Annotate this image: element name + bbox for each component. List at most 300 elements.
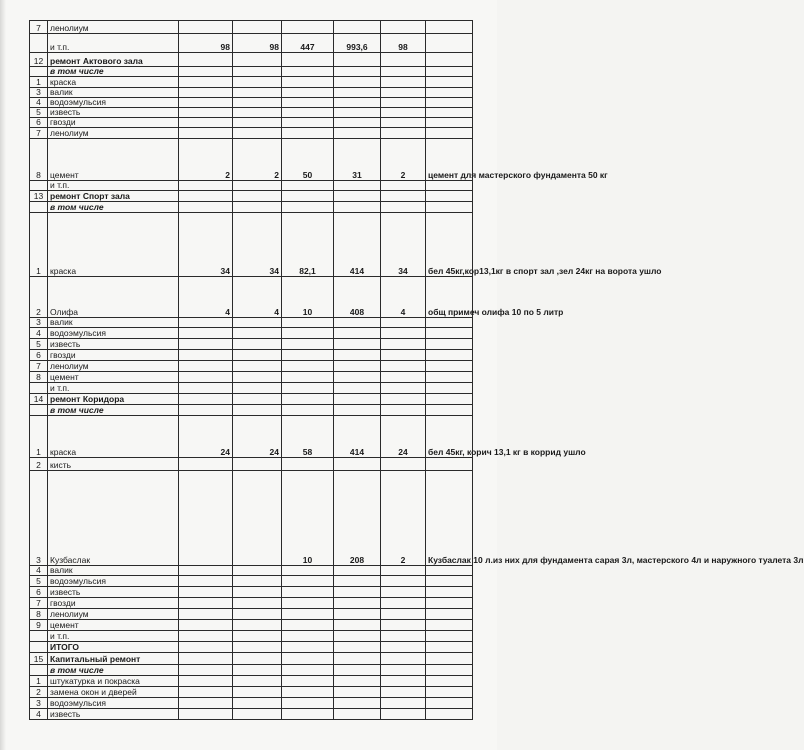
value-5-cell <box>381 77 426 88</box>
value-5-cell <box>381 698 426 709</box>
value-5-cell <box>381 350 426 361</box>
value-5-cell <box>381 394 426 405</box>
item-name-cell: известь <box>48 108 179 118</box>
table-row <box>30 77 473 88</box>
value-4-cell <box>334 350 381 361</box>
item-name-cell: гвозди <box>48 598 179 609</box>
row-number-cell: 3 <box>30 88 48 98</box>
value-5-cell <box>381 339 426 350</box>
value-5-cell <box>381 128 426 139</box>
value-2-cell <box>233 631 282 642</box>
item-name-cell: валик <box>48 318 179 328</box>
row-number-cell <box>30 631 48 642</box>
item-name-cell: кисть <box>48 458 179 471</box>
value-4-cell <box>334 77 381 88</box>
value-3-cell <box>282 698 334 709</box>
item-name-cell: известь <box>48 709 179 720</box>
value-5-cell <box>381 587 426 598</box>
value-4-cell <box>334 191 381 202</box>
value-4-cell <box>334 328 381 339</box>
item-name-cell: ленолиум <box>48 21 179 34</box>
value-2-cell <box>233 128 282 139</box>
item-name-cell: в том числе <box>48 405 179 416</box>
value-1-cell <box>179 318 233 328</box>
value-4-cell <box>334 108 381 118</box>
value-3-cell <box>282 128 334 139</box>
value-3-cell <box>282 566 334 576</box>
row-number-cell: 8 <box>30 139 48 181</box>
note-cell <box>426 642 473 653</box>
row-number-cell <box>30 383 48 394</box>
value-3-cell <box>282 21 334 34</box>
value-3-cell <box>282 642 334 653</box>
row-number-cell: 4 <box>30 98 48 108</box>
table-row <box>30 566 473 576</box>
note-cell <box>426 587 473 598</box>
value-5-cell: 2 <box>381 471 426 566</box>
note-cell <box>426 118 473 128</box>
value-1-cell <box>179 339 233 350</box>
row-number-cell: 5 <box>30 108 48 118</box>
item-name-cell: и т.п. <box>48 631 179 642</box>
value-3-cell <box>282 709 334 720</box>
table-row <box>30 471 473 566</box>
value-1-cell <box>179 709 233 720</box>
value-1-cell <box>179 642 233 653</box>
value-3-cell <box>282 361 334 372</box>
table-row <box>30 416 473 458</box>
value-2-cell <box>233 676 282 687</box>
value-1-cell <box>179 687 233 698</box>
item-name-cell: ленолиум <box>48 361 179 372</box>
value-4-cell: 408 <box>334 277 381 318</box>
table-row <box>30 372 473 383</box>
row-number-cell: 1 <box>30 213 48 277</box>
value-1-cell <box>179 191 233 202</box>
value-3-cell <box>282 202 334 213</box>
value-1-cell: 2 <box>179 139 233 181</box>
note-cell <box>426 598 473 609</box>
value-1-cell <box>179 350 233 361</box>
value-1-cell <box>179 88 233 98</box>
value-3-cell <box>282 108 334 118</box>
value-3-cell <box>282 598 334 609</box>
item-name-cell: цемент <box>48 139 179 181</box>
value-1-cell <box>179 98 233 108</box>
table-row <box>30 108 473 118</box>
value-5-cell <box>381 458 426 471</box>
value-2-cell <box>233 77 282 88</box>
note-cell <box>426 361 473 372</box>
table-row <box>30 405 473 416</box>
row-number-cell: 1 <box>30 416 48 458</box>
value-3-cell: 50 <box>282 139 334 181</box>
item-name-cell: валик <box>48 88 179 98</box>
value-1-cell <box>179 77 233 88</box>
value-1-cell <box>179 631 233 642</box>
value-3-cell <box>282 609 334 620</box>
note-cell <box>426 576 473 587</box>
value-4-cell <box>334 118 381 128</box>
row-number-cell: 7 <box>30 128 48 139</box>
value-5-cell: 34 <box>381 213 426 277</box>
row-number-cell: 8 <box>30 372 48 383</box>
item-name-cell: ленолиум <box>48 128 179 139</box>
note-cell <box>426 620 473 631</box>
table-row <box>30 191 473 202</box>
value-2-cell: 24 <box>233 416 282 458</box>
value-2-cell <box>233 53 282 67</box>
note-cell <box>426 687 473 698</box>
value-1-cell <box>179 471 233 566</box>
value-1-cell <box>179 21 233 34</box>
value-5-cell <box>381 653 426 665</box>
row-number-cell <box>30 405 48 416</box>
table-row <box>30 213 473 277</box>
note-cell <box>426 328 473 339</box>
note-cell <box>426 191 473 202</box>
row-number-cell <box>30 67 48 77</box>
value-4-cell <box>334 21 381 34</box>
value-2-cell <box>233 665 282 676</box>
row-number-cell <box>30 181 48 191</box>
row-number-cell: 12 <box>30 53 48 67</box>
note-cell <box>426 566 473 576</box>
table-row <box>30 587 473 598</box>
value-3-cell <box>282 405 334 416</box>
note-cell <box>426 77 473 88</box>
table-row <box>30 653 473 665</box>
value-1-cell <box>179 328 233 339</box>
table-row <box>30 128 473 139</box>
note-cell: бел 45кг, корич 13,1 кг в коррид ушло <box>426 416 473 458</box>
value-5-cell <box>381 21 426 34</box>
value-1-cell <box>179 458 233 471</box>
item-name-cell: гвозди <box>48 118 179 128</box>
value-4-cell <box>334 361 381 372</box>
value-3-cell <box>282 118 334 128</box>
item-name-cell: краска <box>48 213 179 277</box>
table-row <box>30 339 473 350</box>
value-4-cell <box>334 372 381 383</box>
value-3-cell <box>282 631 334 642</box>
table-row <box>30 665 473 676</box>
row-number-cell: 2 <box>30 458 48 471</box>
row-number-cell: 13 <box>30 191 48 202</box>
table-row <box>30 576 473 587</box>
value-1-cell <box>179 181 233 191</box>
row-number-cell: 3 <box>30 318 48 328</box>
item-name-cell: краска <box>48 416 179 458</box>
value-3-cell <box>282 620 334 631</box>
value-4-cell <box>334 67 381 77</box>
row-number-cell: 3 <box>30 698 48 709</box>
value-5-cell: 2 <box>381 139 426 181</box>
table-row <box>30 361 473 372</box>
value-4-cell <box>334 698 381 709</box>
item-name-cell: ленолиум <box>48 609 179 620</box>
value-3-cell: 447 <box>282 34 334 53</box>
value-3-cell <box>282 687 334 698</box>
row-number-cell: 2 <box>30 687 48 698</box>
note-cell <box>426 350 473 361</box>
value-2-cell <box>233 709 282 720</box>
table-row <box>30 609 473 620</box>
value-4-cell <box>334 566 381 576</box>
value-3-cell: 82,1 <box>282 213 334 277</box>
value-5-cell <box>381 53 426 67</box>
row-number-cell: 7 <box>30 361 48 372</box>
value-5-cell <box>381 88 426 98</box>
value-3-cell <box>282 350 334 361</box>
value-2-cell <box>233 471 282 566</box>
item-name-cell: в том числе <box>48 67 179 77</box>
note-cell <box>426 181 473 191</box>
value-5-cell <box>381 328 426 339</box>
value-3-cell <box>282 67 334 77</box>
table-row <box>30 181 473 191</box>
value-4-cell <box>334 620 381 631</box>
value-2-cell <box>233 609 282 620</box>
item-name-cell: ремонт Коридора <box>48 394 179 405</box>
table-row <box>30 631 473 642</box>
value-4-cell <box>334 128 381 139</box>
item-name-cell: водоэмульсия <box>48 328 179 339</box>
note-cell <box>426 698 473 709</box>
item-name-cell: водоэмульсия <box>48 98 179 108</box>
value-4-cell <box>334 587 381 598</box>
row-number-cell: 1 <box>30 77 48 88</box>
value-4-cell <box>334 458 381 471</box>
table-row <box>30 350 473 361</box>
value-5-cell <box>381 405 426 416</box>
row-number-cell: 2 <box>30 277 48 318</box>
row-number-cell: 7 <box>30 598 48 609</box>
value-3-cell <box>282 394 334 405</box>
table-row <box>30 88 473 98</box>
item-name-cell: в том числе <box>48 665 179 676</box>
item-name-cell: валик <box>48 566 179 576</box>
table-row <box>30 676 473 687</box>
value-2-cell <box>233 108 282 118</box>
value-3-cell <box>282 53 334 67</box>
table-row <box>30 709 473 720</box>
value-1-cell <box>179 676 233 687</box>
value-4-cell <box>334 405 381 416</box>
table-row <box>30 383 473 394</box>
value-4-cell <box>334 653 381 665</box>
row-number-cell: 6 <box>30 350 48 361</box>
table-row <box>30 34 473 53</box>
value-4-cell <box>334 609 381 620</box>
value-2-cell <box>233 191 282 202</box>
value-2-cell <box>233 458 282 471</box>
table-row <box>30 458 473 471</box>
row-number-cell <box>30 202 48 213</box>
value-2-cell: 98 <box>233 34 282 53</box>
value-1-cell <box>179 394 233 405</box>
item-name-cell: цемент <box>48 620 179 631</box>
value-3-cell <box>282 181 334 191</box>
note-cell: бел 45кг,кор13,1кг в спорт зал ,зел 24кг на ворота ушло <box>426 213 473 277</box>
value-4-cell <box>334 394 381 405</box>
value-5-cell: 24 <box>381 416 426 458</box>
value-4-cell <box>334 98 381 108</box>
value-5-cell <box>381 566 426 576</box>
value-5-cell <box>381 202 426 213</box>
value-5-cell <box>381 372 426 383</box>
table-row <box>30 620 473 631</box>
value-1-cell: 34 <box>179 213 233 277</box>
table-row <box>30 21 473 34</box>
note-cell <box>426 34 473 53</box>
note-cell <box>426 108 473 118</box>
value-5-cell <box>381 709 426 720</box>
value-4-cell: 414 <box>334 416 381 458</box>
value-4-cell <box>334 687 381 698</box>
value-4-cell <box>334 339 381 350</box>
value-5-cell <box>381 318 426 328</box>
value-4-cell <box>334 676 381 687</box>
value-4-cell <box>334 665 381 676</box>
item-name-cell: замена окон и дверей <box>48 687 179 698</box>
value-2-cell <box>233 67 282 77</box>
item-name-cell: и т.п. <box>48 34 179 53</box>
row-number-cell: 4 <box>30 328 48 339</box>
note-cell <box>426 88 473 98</box>
item-name-cell: и т.п. <box>48 383 179 394</box>
value-2-cell <box>233 394 282 405</box>
row-number-cell: 8 <box>30 609 48 620</box>
value-4-cell: 414 <box>334 213 381 277</box>
value-2-cell <box>233 566 282 576</box>
value-2-cell <box>233 576 282 587</box>
note-cell <box>426 653 473 665</box>
value-2-cell <box>233 98 282 108</box>
row-number-cell: 1 <box>30 676 48 687</box>
table-row <box>30 318 473 328</box>
note-cell <box>426 665 473 676</box>
row-number-cell: 6 <box>30 118 48 128</box>
value-2-cell: 2 <box>233 139 282 181</box>
item-name-cell: в том числе <box>48 202 179 213</box>
value-2-cell <box>233 350 282 361</box>
item-name-cell: водоэмульсия <box>48 698 179 709</box>
value-3-cell <box>282 372 334 383</box>
table-row <box>30 53 473 67</box>
value-2-cell: 34 <box>233 213 282 277</box>
value-3-cell: 10 <box>282 471 334 566</box>
value-1-cell <box>179 587 233 598</box>
value-1-cell: 4 <box>179 277 233 318</box>
item-name-cell: и т.п. <box>48 181 179 191</box>
note-cell <box>426 339 473 350</box>
value-3-cell <box>282 88 334 98</box>
value-5-cell <box>381 620 426 631</box>
table-row <box>30 202 473 213</box>
value-5-cell: 4 <box>381 277 426 318</box>
item-name-cell: Кузбаслак <box>48 471 179 566</box>
note-cell <box>426 202 473 213</box>
note-cell <box>426 318 473 328</box>
note-cell <box>426 458 473 471</box>
value-3-cell <box>282 383 334 394</box>
value-5-cell <box>381 67 426 77</box>
row-number-cell <box>30 34 48 53</box>
value-5-cell <box>381 687 426 698</box>
value-2-cell <box>233 328 282 339</box>
value-1-cell <box>179 653 233 665</box>
note-cell <box>426 676 473 687</box>
item-name-cell: известь <box>48 339 179 350</box>
table-row <box>30 139 473 181</box>
value-4-cell: 208 <box>334 471 381 566</box>
note-cell <box>426 372 473 383</box>
value-1-cell <box>179 665 233 676</box>
value-3-cell <box>282 576 334 587</box>
value-5-cell <box>381 361 426 372</box>
item-name-cell: цемент <box>48 372 179 383</box>
value-2-cell <box>233 587 282 598</box>
value-3-cell: 10 <box>282 277 334 318</box>
row-number-cell: 4 <box>30 709 48 720</box>
value-5-cell <box>381 108 426 118</box>
note-cell <box>426 21 473 34</box>
value-1-cell <box>179 598 233 609</box>
value-4-cell <box>334 53 381 67</box>
value-3-cell <box>282 339 334 350</box>
value-4-cell <box>334 202 381 213</box>
value-4-cell: 31 <box>334 139 381 181</box>
value-2-cell <box>233 405 282 416</box>
note-cell <box>426 394 473 405</box>
value-4-cell <box>334 181 381 191</box>
note-cell <box>426 67 473 77</box>
value-5-cell <box>381 118 426 128</box>
row-number-cell: 14 <box>30 394 48 405</box>
value-5-cell <box>381 642 426 653</box>
value-3-cell <box>282 587 334 598</box>
table-row <box>30 642 473 653</box>
table-row <box>30 394 473 405</box>
note-cell <box>426 405 473 416</box>
value-1-cell <box>179 67 233 77</box>
value-2-cell <box>233 118 282 128</box>
value-2-cell <box>233 181 282 191</box>
value-3-cell <box>282 653 334 665</box>
value-3-cell <box>282 676 334 687</box>
materials-table <box>29 20 804 720</box>
value-2-cell <box>233 361 282 372</box>
table-row <box>30 67 473 77</box>
value-1-cell <box>179 698 233 709</box>
value-1-cell <box>179 372 233 383</box>
note-cell <box>426 53 473 67</box>
value-5-cell <box>381 676 426 687</box>
value-4-cell <box>334 88 381 98</box>
value-4-cell <box>334 576 381 587</box>
value-5-cell <box>381 598 426 609</box>
note-cell: цемент для мастерского фундамента 50 кг <box>426 139 473 181</box>
value-2-cell <box>233 21 282 34</box>
value-4-cell: 993,6 <box>334 34 381 53</box>
value-4-cell <box>334 383 381 394</box>
note-cell <box>426 709 473 720</box>
note-cell <box>426 631 473 642</box>
value-1-cell <box>179 128 233 139</box>
row-number-cell <box>30 642 48 653</box>
value-2-cell <box>233 653 282 665</box>
